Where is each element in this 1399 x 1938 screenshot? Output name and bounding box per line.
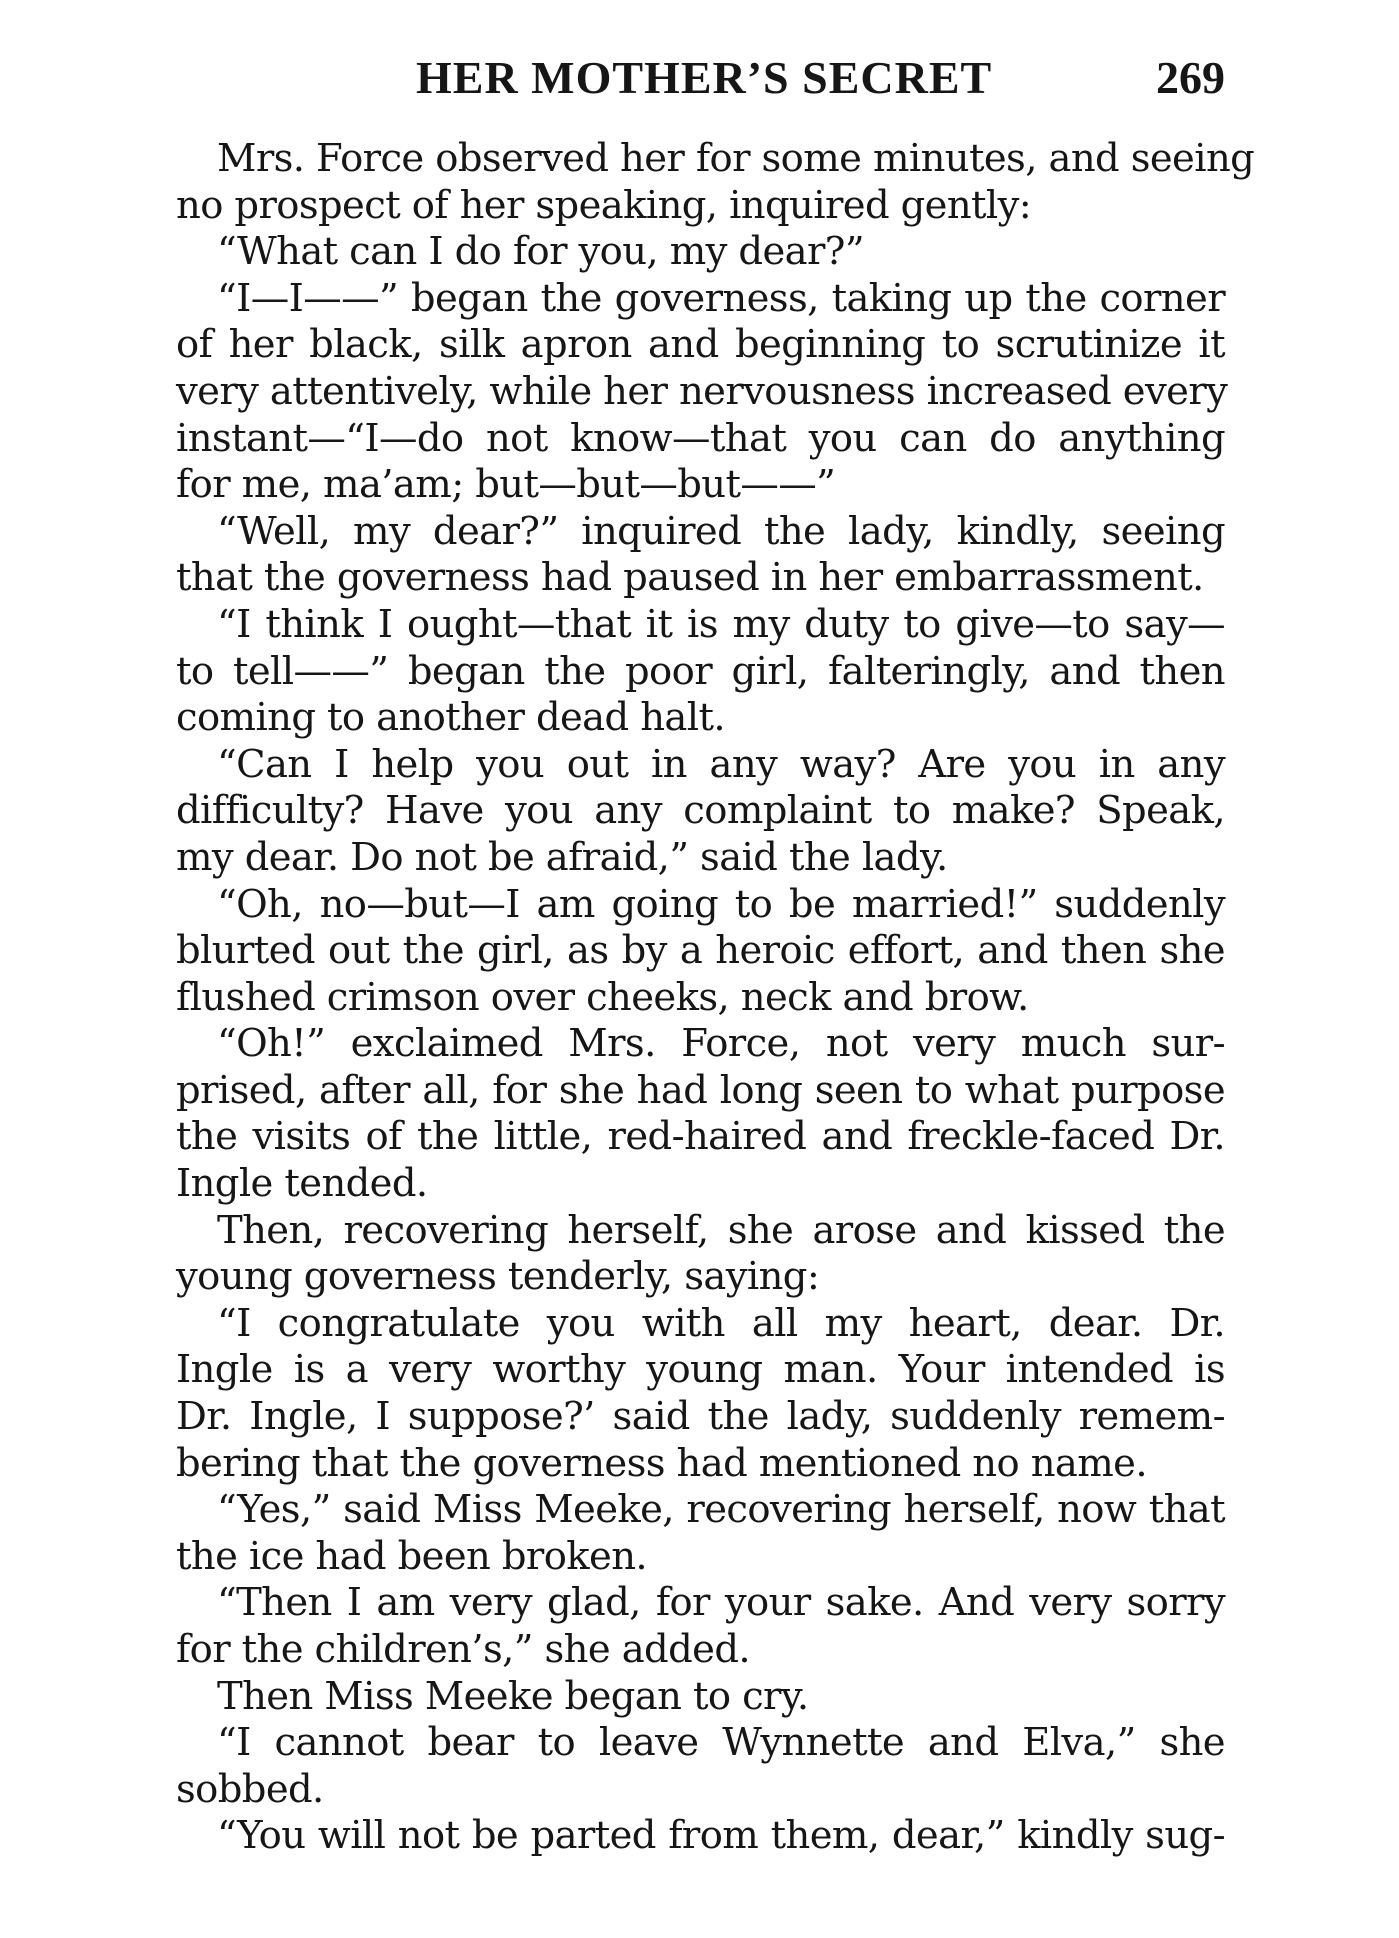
text-line: of her black, silk apron and beginning to scrutinize it [176,322,1225,368]
text-line: “I cannot bear to leave Wynnette and Elva,” she [217,1720,1225,1766]
text-line: no prospect of her speaking, inquired gently: [176,182,1032,228]
text-line: Dr. Ingle, I suppose?’ said the lady, suddenly remem- [176,1394,1225,1440]
text-line: coming to another dead halt. [176,695,725,741]
text-line: “Yes,” said Miss Meeke, recovering herself, now that [217,1487,1225,1533]
text-line: instant—“I—do not know—that you can do anything [176,415,1225,461]
text-line: sobbed. [176,1766,324,1812]
text-line: flushed crimson over cheeks, neck and brow. [176,974,1029,1020]
text-line: “You will not be parted from them, dear,” kindly sug- [217,1813,1225,1859]
running-head: HER MOTHER’S SECRET [416,52,993,103]
text-line: Ingle tended. [176,1161,428,1207]
body-text [176,136,1255,1860]
text-line: for me, ma’am; but—but—but——” [176,462,836,508]
page-number: 269 [1156,52,1225,103]
page-header [176,48,1225,108]
text-line: for the children’s,” she added. [176,1627,751,1672]
text-line: the ice had been broken. [176,1533,648,1579]
text-line: to tell——” began the poor girl, falteringly, and then [176,648,1225,694]
text-line: the visits of the little, red-haired and freckle-faced Dr. [176,1114,1225,1160]
text-line: young governess tenderly, saying: [176,1254,820,1300]
text-line: “Can I help you out in any way? Are you in any [217,741,1225,787]
text-line: “I—I——” began the governess, taking up the corner [217,275,1225,321]
text-line: Then, recovering herself, she arose and kissed the [217,1207,1225,1253]
text-line: bering that the governess had mentioned no name. [176,1440,1147,1486]
text-line: “I think I ought—that it is my duty to give—to say— [217,601,1225,647]
text-line: “Then I am very glad, for your sake. And very sorry [217,1580,1225,1626]
text-line: prised, after all, for she had long seen to what purpose [176,1067,1225,1113]
text-line: Ingle is a very worthy young man. Your intended is [176,1347,1225,1393]
text-line: difficulty? Have you any complaint to make? Speak, [176,788,1225,834]
text-line: very attentively, while her nervousness increased every [176,368,1228,414]
text-line: “Oh!” exclaimed Mrs. Force, not very much sur- [217,1021,1225,1067]
text-line: Mrs. Force observed her for some minutes, and seeing [217,136,1255,181]
text-line: “I congratulate you with all my heart, dear. Dr. [217,1300,1225,1346]
text-line: blurted out the girl, as by a heroic effort, and then she [176,928,1225,974]
text-line: my dear. Do not be afraid,” said the lady. [176,834,948,880]
text-line: “Well, my dear?” inquired the lady, kindly, seeing [217,508,1225,554]
text-line: “Oh, no—but—I am going to be married!” suddenly [217,881,1225,927]
text-line: Then Miss Meeke began to cry. [217,1673,809,1719]
text-line: “What can I do for you, my dear?” [217,229,864,275]
text-line: that the governess had paused in her embarrassment. [176,555,1204,601]
